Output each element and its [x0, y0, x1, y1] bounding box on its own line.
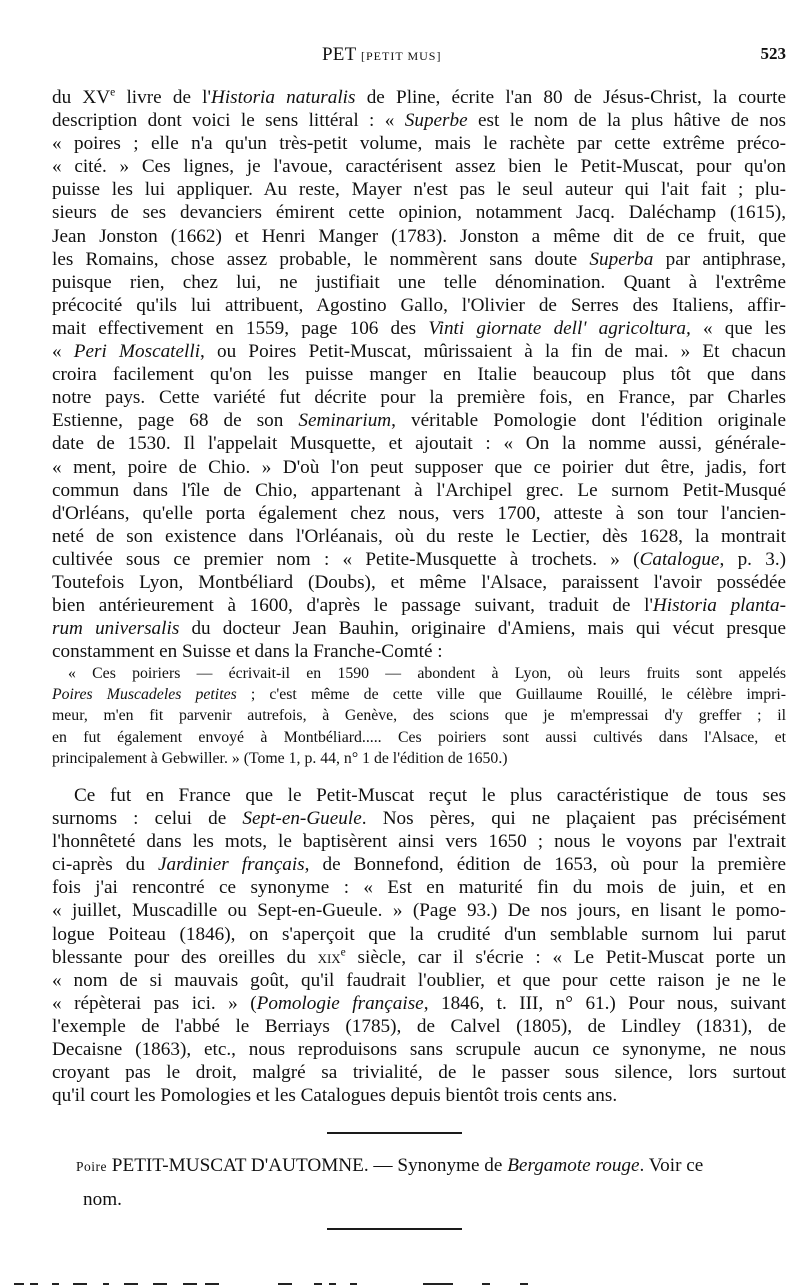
text-line [52, 155, 786, 178]
italic-text: Peri Moscatelli [73, 341, 201, 363]
text-segment: « nom de si mauvais goût, qu'il faudrait l'oublier, et que pour cette raison je ne le [52, 969, 786, 991]
text-segment: de Pline, écrite l'an 80 de Jésus-Christ, la courte [355, 87, 787, 108]
paragraph-1 [52, 86, 786, 663]
text-segment: « répèterai pas ici. » ( [52, 992, 257, 1014]
entry-text-after: . Voir ce [639, 1155, 704, 1176]
text-segment: bien antérieurement à 1600, d'après le passage suivant, traduit de l' [52, 595, 653, 617]
text-line [52, 830, 786, 853]
page-header [0, 44, 800, 70]
text-segment: précocité qu'ils lui attribuent, Agostino Gallo, l'Olivier de Serres des Italiens, affir- [52, 294, 786, 316]
text-line [52, 294, 786, 317]
text-line [52, 109, 786, 132]
text-line [52, 748, 786, 769]
italic-text: Historia planta- [652, 595, 786, 617]
text-line [52, 992, 786, 1015]
text-line [52, 317, 786, 340]
italic-text: Superbe [404, 110, 468, 132]
text-line [52, 784, 786, 807]
page-number: 523 [760, 44, 786, 63]
text-segment: est le nom de la plus hâtive de nos [467, 110, 786, 132]
text-line [52, 876, 786, 899]
text-line [52, 432, 786, 455]
text-line [52, 456, 786, 479]
italic-text: Vinti giornate dell' agricoltura, [428, 317, 691, 339]
text-segment: sieurs de ses devanciers émirent cette opinion, notamment Jacq. Daléchamp (1615), [52, 202, 786, 224]
scan-dash [153, 1283, 167, 1285]
text-segment: par antiphrase, [653, 248, 786, 270]
running-head-main: PET [322, 44, 357, 65]
text-line [52, 178, 786, 201]
text-segment: croira facilement qu'on les puisse manger en Italie beaucoup plus tôt que dans [52, 364, 786, 386]
scan-dash [350, 1283, 357, 1285]
text-segment: surnoms : celui de [52, 808, 243, 830]
superscript: e [110, 86, 116, 99]
text-line [52, 132, 786, 155]
entry-line-1 [76, 1149, 786, 1183]
scan-dash [314, 1283, 322, 1285]
text-line [52, 1038, 786, 1061]
section-rule-bottom [327, 1228, 462, 1230]
text-segment: constamment en Suisse et dans la Franche-Comté : [52, 641, 443, 663]
text-line [52, 705, 786, 726]
text-line [52, 386, 786, 409]
dictionary-entry [76, 1149, 786, 1216]
text-line [52, 271, 786, 294]
text-segment: du XV [52, 87, 111, 108]
text-line [52, 663, 786, 684]
text-segment: , 1846, t. III, n° 61.) Pour nous, suivant [423, 992, 786, 1014]
text-line [52, 807, 786, 830]
text-line [52, 899, 786, 922]
text-segment: logue Poiteau (1846), on s'aperçoit que la crudité d'un semblable surnom lui parut [52, 923, 786, 945]
scan-dash [278, 1283, 292, 1285]
text-segment: puisse les lui appliquer. Au reste, Mayer n'est pas le seul auteur qui l'ait fait ; plu- [52, 179, 786, 201]
italic-text: Seminarium [298, 410, 392, 432]
text-segment: principalement à Gebwiller. » (Tome 1, p. 44, n° 1 de l'édition de 1650.) [52, 749, 508, 767]
scan-dash [124, 1283, 138, 1285]
text-segment: siècle, car il s'écrie : « Le Petit-Muscat porte un [345, 946, 786, 968]
text-line [52, 363, 786, 386]
entry-prefix: Poire [76, 1159, 107, 1174]
text-segment: date de 1530. Il l'appelait Musquette, et ajoutait : « On la nomme aussi, générale- [52, 433, 786, 455]
text-segment: « ment, poire de Chio. » D'où l'on peut supposer que ce poirier dut être, jadis, fort [52, 456, 786, 478]
text-line [52, 1015, 786, 1038]
scan-dash [423, 1283, 453, 1285]
text-segment: cultivée sous ce premier nom : « Petite-Musquette à trochets. » ( [52, 548, 640, 570]
section-rule-top [327, 1132, 462, 1134]
text-segment: puisque rien, chez lui, ne justifiait une telle dénomination. Quant à l'extrême [52, 271, 786, 293]
text-line [52, 201, 786, 224]
italic-text: Catalogue [639, 548, 720, 570]
text-segment: les Romains, chose assez probable, le nommèrent sans doute [52, 248, 590, 270]
text-segment: , ou Poires Petit-Muscat, mûrissaient à la fin de mai. » Et chacun [200, 341, 786, 363]
scan-dash [103, 1283, 109, 1285]
entry-italic-ref: Bergamote rouge [507, 1155, 640, 1176]
text-segment: blessante pour des oreilles du [52, 946, 318, 968]
scan-dash [14, 1283, 24, 1285]
text-segment: d'Orléans, qu'elle porta également chez nous, vers 1700, atteste à son tour l'ancien- [52, 502, 786, 524]
text-line [52, 853, 786, 876]
paragraph-2 [52, 784, 786, 1107]
italic-text: Sept-en-Gueule [242, 808, 362, 830]
text-segment: « que les [690, 317, 786, 339]
text-segment: Decaisne (1863), etc., nous reproduisons sans scrupule aucun ce synonyme, ne nous [52, 1039, 786, 1061]
text-line [52, 86, 786, 109]
text-segment: « Ces poiriers — écrivait-il en 1590 — abondent à Lyon, où leurs fruits sont appelés [68, 665, 786, 682]
scan-dash [205, 1283, 219, 1285]
text-line [52, 1061, 786, 1084]
text-segment: ; c'est même de cette ville que Guillaume Rouillé, le célèbre impri- [236, 686, 786, 704]
text-line [52, 1084, 786, 1107]
text-segment: du docteur Jean Bauhin, originaire d'Amiens, mais qui vécut presque [179, 618, 787, 640]
scan-edge-artifact [0, 1283, 800, 1286]
text-line [52, 525, 786, 548]
text-segment: , véritable Pomologie dont l'édition originale [391, 410, 786, 432]
text-segment: « poires ; elle n'a qu'un très-petit volume, mais le rachète par cette extrême préco- [52, 133, 786, 155]
text-line [52, 684, 786, 705]
scan-dash [183, 1283, 197, 1285]
text-segment: neté de son existence dans l'Orléanais, où du reste le Lectier, dès 1628, la montrait [52, 525, 786, 547]
text-segment: « juillet, Muscadille ou Sept-en-Gueule. » (Page 93.) De nos jours, en lisant le pomo- [52, 900, 786, 922]
italic-text: Jardinier français [158, 854, 305, 876]
text-line [52, 225, 786, 248]
text-segment: fois j'ai rencontré ce synonyme : « Est en maturité fin du mois de juin, et en [52, 877, 786, 899]
scan-dash [482, 1283, 490, 1285]
scan-dash [52, 1283, 59, 1285]
running-head-sub: [PETIT MUS] [361, 49, 442, 63]
text-segment: « cité. » Ces lignes, je l'avoue, caractérisent assez bien le Petit-Muscat, pour qu'on [52, 156, 786, 178]
text-line [52, 248, 786, 271]
text-line [52, 548, 786, 571]
scan-dash [73, 1283, 87, 1285]
italic-text: Historia naturalis [210, 87, 356, 108]
text-line [52, 640, 786, 663]
text-segment: ci-après du [52, 854, 158, 876]
text-line [52, 571, 786, 594]
text-segment: commun dans l'île de Chio, appartenant à l'Archipel grec. Le surnom Petit-Musqué [52, 479, 786, 501]
text-segment: , de Bonnefond, édition de 1653, où pour la première [304, 854, 786, 876]
text-segment: l'honnêteté dans les mots, le baptisèrent ainsi vers 1650 ; nous le voyons par l'extrait [52, 831, 786, 853]
text-segment: description dont voici le sens littéral : « [52, 110, 405, 132]
text-segment: Ce fut en France que le Petit-Muscat reçut le plus caractéristique de tous ses [74, 785, 786, 806]
entry-title: PETIT-MUSCAT D'AUTOMNE. [111, 1155, 369, 1176]
entry-text-before: — Synonyme de [368, 1155, 508, 1176]
text-segment: notre pays. Cette variété fut décrite pour la première fois, en France, par Charles [52, 387, 786, 409]
text-segment: en fut également envoyé à Montbéliard..... Ces poiriers sont aussi cultivés dans l'Alsace, et [52, 728, 786, 746]
text-segment: . Nos pères, qui ne plaçaient pas précisément [361, 808, 786, 830]
text-segment: l'exemple de l'abbé le Berriays (1785), de Calvel (1805), de Lindley (1831), de [52, 1015, 786, 1037]
text-segment: , p. 3.) [719, 548, 787, 570]
italic-text: rum universalis [52, 618, 180, 640]
text-segment: Estienne, page 68 de son [52, 410, 299, 432]
scan-dash [520, 1283, 528, 1285]
italic-text: Superba [589, 248, 654, 270]
text-segment: qu'il court les Pomologies et les Catalogues depuis bientôt trois cents ans. [52, 1085, 618, 1107]
text-line [52, 502, 786, 525]
text-segment: Toutefois Lyon, Montbéliard (Doubs), et même l'Alsace, paraissent l'avoir possédée [52, 571, 786, 593]
text-line [52, 969, 786, 992]
italic-text: Poires Muscadeles petites [52, 686, 237, 704]
text-line [52, 340, 786, 363]
text-segment: mait effectivement en 1559, page 106 des [52, 317, 429, 339]
text-line [52, 923, 786, 946]
text-segment: croyant pas le droit, malgré sa trivialité, de le passer sous silence, lors surtout [52, 1062, 786, 1084]
text-segment: Jean Jonston (1662) et Henri Manger (1783). Jonston a même dit de ce fruit, que [52, 225, 786, 247]
text-line [52, 479, 786, 502]
text-segment: xix [317, 946, 341, 968]
superscript: e [340, 946, 346, 959]
text-line [52, 594, 786, 617]
text-line [52, 727, 786, 748]
entry-line-2: nom. [83, 1189, 122, 1210]
text-line [52, 409, 786, 432]
text-segment: livre de l' [115, 87, 211, 108]
text-segment: meur, m'en fit parvenir autrefois, à Genève, des scions que je m'empressai d'y greffer ; il [52, 707, 786, 725]
running-head [322, 44, 441, 66]
scan-dash [329, 1283, 336, 1285]
block-quote [52, 663, 786, 769]
text-line [52, 946, 786, 969]
text-segment: « [52, 341, 74, 363]
text-line [52, 617, 786, 640]
scan-dash [30, 1283, 38, 1285]
italic-text: Pomologie française [256, 992, 424, 1014]
